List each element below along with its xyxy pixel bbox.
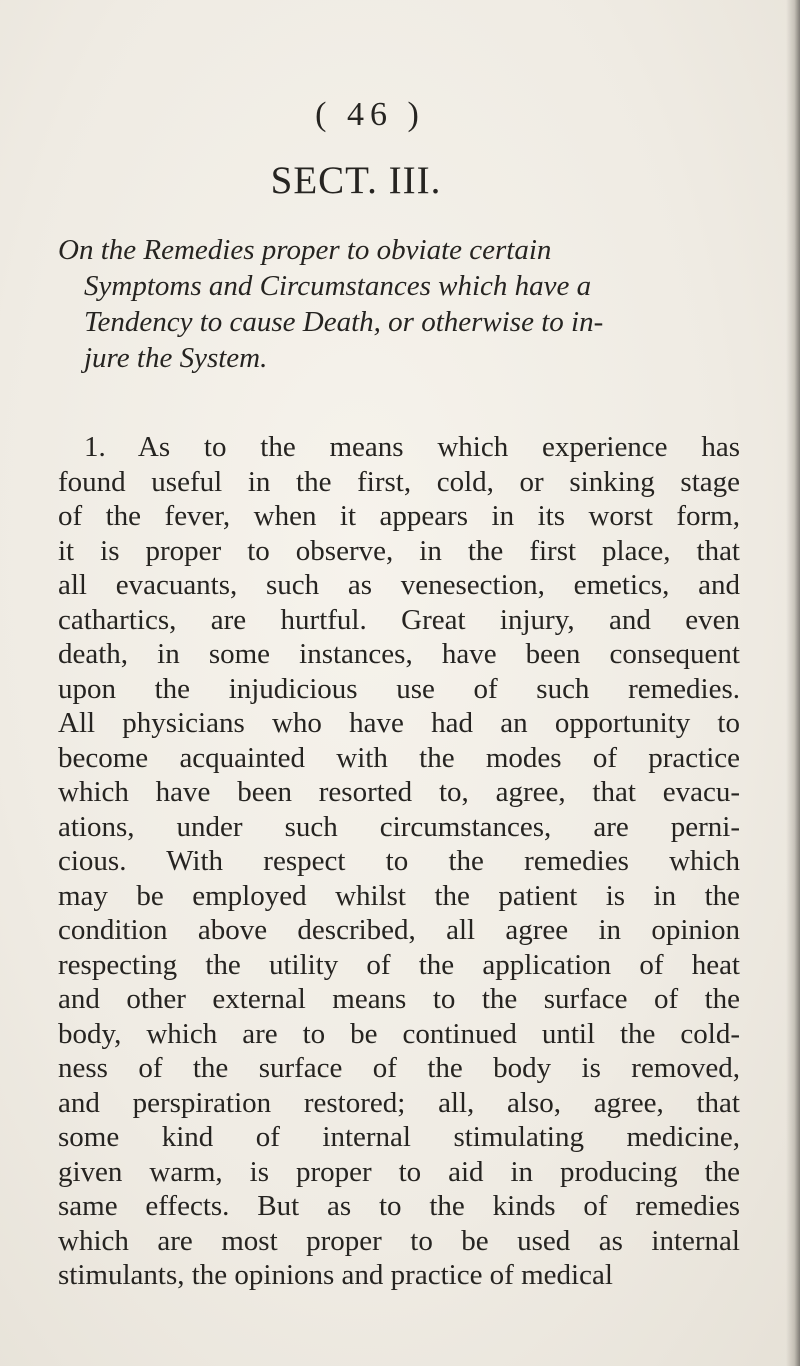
subtitle-line: On the Remedies proper to obviate certain [58, 234, 552, 266]
body-line: condition above described, all agree in opinion [58, 914, 740, 946]
body-line: it is proper to observe, in the first place, that [58, 534, 740, 567]
body-paragraph [58, 430, 740, 1293]
body-line: body, which are to be continued until the cold- [58, 1017, 740, 1050]
body-line: All physicians who have had an opportunity to [58, 707, 740, 739]
page-number: ( 46 ) [315, 96, 425, 133]
body-line: same effects. But as to the kinds of remedies [58, 1190, 740, 1222]
page-edge-shadow [786, 0, 800, 1366]
body-line: found useful in the first, cold, or sinking stage [58, 465, 740, 498]
body-line: which have been resorted to, agree, that evacu- [58, 776, 740, 808]
body-line: given warm, is proper to aid in producing the [58, 1155, 740, 1188]
body-line: upon the injudicious use of such remedies. [58, 672, 740, 705]
body-line: ness of the surface of the body is removed, [58, 1052, 740, 1084]
body-line: 1. As to the means which experience has [84, 431, 740, 463]
body-line: death, in some instances, have been consequent [58, 638, 740, 670]
body-line: ations, under such circumstances, are perni- [58, 810, 740, 843]
body-line: of the fever, when it appears in its worst form, [58, 500, 740, 532]
subtitle-line: Symptoms and Circumstances which have a [84, 270, 592, 302]
subtitle-line: Tendency to cause Death, or otherwise to in- [84, 306, 604, 338]
subtitle-line: jure the System. [84, 342, 268, 374]
body-line: and other external means to the surface of the [58, 983, 740, 1015]
body-line: respecting the utility of the application of heat [58, 948, 740, 981]
body-line: and perspiration restored; all, also, agree, that [58, 1086, 740, 1119]
body-line: cious. With respect to the remedies which [58, 845, 740, 877]
section-title: SECT. III. [270, 159, 442, 202]
body-line: which are most proper to be used as internal [58, 1224, 740, 1257]
body-line: cathartics, are hurtful. Great injury, and even [58, 603, 740, 636]
body-line: all evacuants, such as venesection, emetics, and [58, 569, 740, 601]
body-line: become acquainted with the modes of practice [58, 741, 740, 774]
body-line: may be employed whilst the patient is in the [58, 879, 740, 912]
body-line: some kind of internal stimulating medicine, [58, 1121, 740, 1153]
body-line: stimulants, the opinions and practice of medical [58, 1259, 613, 1291]
section-subtitle [58, 232, 738, 376]
